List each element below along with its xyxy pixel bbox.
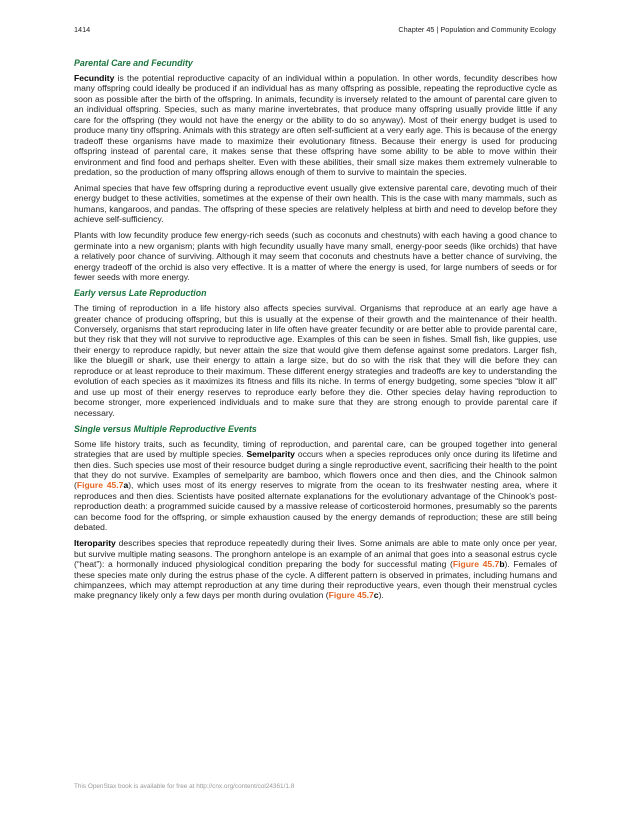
chapter-title: Chapter 45 | Population and Community Ecology bbox=[398, 25, 556, 34]
paragraph: Plants with low fecundity produce few energy-rich seeds (such as coconuts and chestnuts) with each having a good chance to germinate into a new organism; plants with high fecundity usually have many small, energy-poor seeds (like orchids) that have a relatively poor chance of surviving. Although it may seem that coconuts and chestnuts have a better chance of surviving, the energy tradeoff of the orchid is also very effective. It is a matter of where the energy is used, for large numbers of seeds or for fewer seeds with more energy. bbox=[74, 230, 557, 283]
section-heading-single-multiple: Single versus Multiple Reproductive Events bbox=[74, 423, 257, 434]
figure-link[interactable]: Figure 45.7a bbox=[76, 480, 129, 491]
page-header bbox=[74, 25, 556, 37]
term-fecundity: Fecundity bbox=[74, 73, 115, 83]
page-footer: This OpenStax book is available for free at http://cnx.org/content/col24361/1.8 bbox=[74, 783, 295, 790]
figure-link[interactable]: Figure 45.7b bbox=[452, 559, 505, 570]
paragraph: The timing of reproduction in a life history also affects species survival. Organisms that reproduce at an early age have a greater chance of producing offspring, but this is usually at the expense of their growth and the maintenance of their health. Conversely, organisms that start reproducing later in life often have greater fecundity or are better able to provide parental care, but they risk that they will not survive to reproductive age. Examples of this can be seen in fishes. Small fish, like guppies, use their energy to reproduce rapidly, but never attain the size that would give them defense against some predators. Larger fish, like the bluegill or shark, use their energy to attain a large size, but do so with the risk that they will die before they can reproduce or at least reproduce to their maximum. These different energy strategies and tradeoffs are key to understanding the evolution of each species as it maximizes its fitness and fills its niche. In terms of energy budgeting, some species “blow it all” and use up most of their energy reserves to reproduce early before they die. Other species delay having reproduction to become stronger, more experienced individuals and to make sure that they are strong enough to provide parental care if necessary. bbox=[74, 303, 557, 418]
paragraph: Fecundity is the potential reproductive capacity of an individual within a population. In other words, fecundity describes how many offspring could ideally be produced if an individual has as many offspring as possible, repeating the reproductive cycle as soon as possible after the birth of the offspring. In animals, fecundity is inversely related to the amount of parental care given to an individual offspring. Species, such as many marine invertebrates, that produce many offspring usually provide little if any care for the offspring (they would not have the energy or the ability to do so anyway). Most of their energy budget is used to produce many tiny offspring. Animals with this strategy are often self-sufficient at a very early age. This is because of the energy tradeoff these organisms have made to maximize their evolutionary fitness. Because their energy is used for producing offspring instead of parental care, it makes sense that these offspring have some ability to be able to move within their environment and find food and perhaps shelter. Even with these abilities, their small size makes them extremely vulnerable to predation, so the production of many offspring allows enough of them to survive to maintain the species. bbox=[74, 73, 557, 178]
page-content bbox=[74, 58, 557, 606]
page-number: 1414 bbox=[74, 25, 91, 34]
figure-link[interactable]: Figure 45.7c bbox=[328, 590, 379, 601]
section-heading-early-late: Early versus Late Reproduction bbox=[74, 288, 207, 299]
paragraph: Iteroparity describes species that reproduce repeatedly during their lives. Some animals are able to mate only once per year, but survive multiple mating seasons. The pronghorn antelope is an example of an animal that goes into a seasonal estrus cycle (“heat”): a hormonally induced physiological condition preparing the body for successful mating (Figure 45.7b). Females of these species mate only during the estrus phase of the cycle. A different pattern is observed in primates, including humans and chimpanzees, which may attempt reproduction at any time during their reproductive years, even though their menstrual cycles make pregnancy likely only a few days per month during ovulation (Figure 45.7c). bbox=[74, 538, 557, 601]
term-iteroparity: Iteroparity bbox=[74, 538, 116, 549]
paragraph: Some life history traits, such as fecundity, timing of reproduction, and parental care, can be grouped together into general strategies that are used by multiple species. Semelparity occurs when a species reproduces only once during its lifetime and then dies. Such species use most of their resource budget during a single reproductive event, sacrificing their health to the point that they do not survive. Examples of semelparity are bamboo, which flowers once and then dies, and the Chinook salmon (Figure 45.7a), which uses most of its energy reserves to migrate from the ocean to its freshwater nesting area, where it reproduces and then dies. Scientists have posited alternate explanations for the evolutionary advantage of the Chinook’s post-reproduction death: a programmed suicide caused by a massive release of corticosteroid hormones, presumably so the parents can become food for the offspring, or simple exhaustion caused by the energy demands of reproduction; these are still being debated. bbox=[74, 438, 557, 533]
paragraph: Animal species that have few offspring during a reproductive event usually give extensive parental care, devoting much of their energy budget to these activities, sometimes at the expense of their own health. This is the case with many mammals, such as humans, kangaroos, and pandas. The offspring of these species are relatively helpless at birth and need to develop before they achieve self-sufficiency. bbox=[74, 183, 557, 225]
section-heading-parental-care: Parental Care and Fecundity bbox=[74, 58, 193, 68]
term-semelparity: Semelparity bbox=[246, 449, 295, 460]
